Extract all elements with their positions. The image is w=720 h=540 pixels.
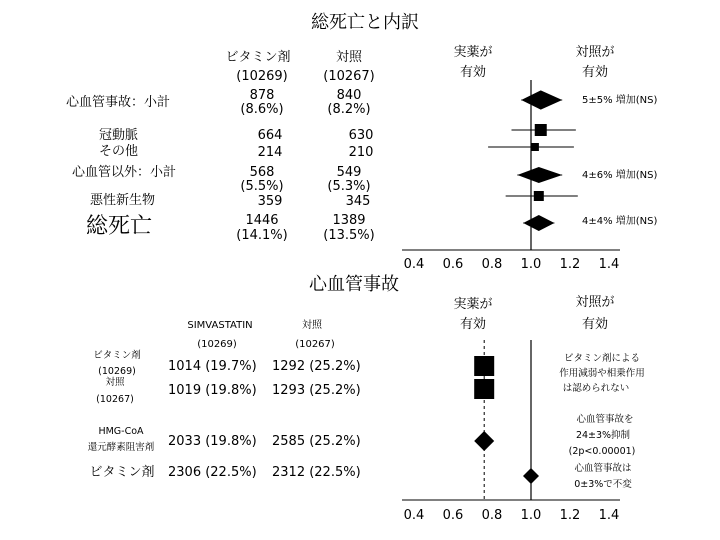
bottom-annotation: ビタミン剤による: [563, 353, 641, 364]
bottom-point-diamond: [523, 468, 539, 484]
bottom-annotation: 作用減弱や相乗作用: [559, 368, 645, 379]
top-annotation: 4±4% 増加(NS): [582, 216, 658, 227]
top-cell: (8.2%): [327, 102, 371, 117]
top-row-label: その他: [99, 144, 139, 159]
bottom-annotation: 心血管事故を: [576, 414, 634, 425]
bottom-x-tick: 1.2: [559, 508, 581, 523]
top-cell: 630: [348, 128, 374, 143]
bottom-title: 心血管事故: [309, 274, 399, 295]
top-col1-name: ビタミン剤: [225, 50, 291, 65]
top-cell: (5.5%): [240, 179, 284, 194]
top-row-label: 心血管事故：小計: [66, 95, 171, 110]
bottom-col1-n: (10269): [197, 339, 237, 350]
bottom-cell: 1293 (25.2%): [272, 383, 361, 398]
top-x-tick: 1.4: [598, 257, 620, 272]
bottom-x-tick: 0.4: [403, 508, 425, 523]
top-cell: 359: [257, 194, 283, 209]
bottom-cell: 2585 (25.2%): [272, 434, 361, 449]
top-row-label: 心血管以外：小計: [72, 165, 177, 180]
bottom-row-label: (10269): [98, 366, 136, 377]
top-point-diamond: [521, 90, 562, 109]
bottom-annotation: (2p<0.00001): [568, 446, 636, 457]
bottom-favor-left-1: 実薬が: [453, 297, 493, 312]
bottom-favor-right-2: 有効: [581, 317, 609, 332]
bottom-favor-right-1: 対照が: [575, 295, 615, 310]
top-annotation: 4±6% 増加(NS): [582, 170, 658, 181]
bottom-annotation: は認められない: [562, 383, 630, 394]
top-cell: (8.6%): [240, 102, 284, 117]
top-x-tick: 0.8: [481, 257, 503, 272]
bottom-cell: 2033 (19.8%): [168, 434, 257, 449]
top-cell: (5.3%): [327, 179, 371, 194]
bottom-x-tick: 0.6: [442, 508, 464, 523]
top-cell: 568: [249, 165, 275, 180]
top-annotation: 5±5% 増加(NS): [582, 95, 658, 106]
top-x-tick: 1.2: [559, 257, 581, 272]
bottom-cell: 1019 (19.8%): [168, 383, 257, 398]
top-col2-n: (10267): [323, 69, 375, 84]
top-cell: 1389: [332, 213, 366, 228]
top-col2-name: 対照: [335, 50, 363, 65]
top-point-diamond: [517, 167, 562, 183]
top-cell: 210: [348, 145, 374, 160]
top-point-square: [531, 143, 539, 151]
bottom-col2-n: (10267): [295, 339, 335, 350]
bottom-row-label: ビタミン剤: [89, 465, 155, 480]
bottom-favor-left-2: 有効: [459, 317, 487, 332]
bottom-x-tick: 0.8: [481, 508, 503, 523]
bottom-row-label: 還元酵素阻害剤: [87, 442, 155, 453]
top-cell: 549: [336, 165, 362, 180]
top-cell: 664: [257, 128, 283, 143]
top-title: 総死亡と内訳: [311, 12, 419, 33]
top-point-diamond: [523, 215, 554, 231]
top-cell: (14.1%): [236, 228, 288, 243]
top-x-tick: 0.6: [442, 257, 464, 272]
top-row-label: 冠動脈: [99, 128, 139, 143]
top-cell: 878: [249, 88, 275, 103]
bottom-cell: 2306 (22.5%): [168, 465, 257, 480]
bottom-cell: 1292 (25.2%): [272, 359, 361, 374]
bottom-x-tick: 1.4: [598, 508, 620, 523]
top-cell: (13.5%): [323, 228, 375, 243]
bottom-annotation: 心血管事故は: [574, 463, 632, 474]
bottom-point-square: [474, 379, 494, 399]
bottom-col2-name: 対照: [302, 320, 322, 331]
bottom-annotation: 24±3%抑制: [575, 430, 631, 441]
top-x-tick: 0.4: [403, 257, 425, 272]
bottom-col1-name: SIMVASTATIN: [187, 320, 253, 331]
bottom-row-label: (10267): [96, 394, 134, 405]
bottom-x-tick: 1.0: [520, 508, 542, 523]
top-row-label: 悪性新生物: [90, 193, 156, 208]
top-row-label: 総死亡: [86, 214, 153, 239]
bottom-row-label: 対照: [105, 377, 125, 388]
bottom-cell: 2312 (22.5%): [272, 465, 361, 480]
top-favor-left-1: 実薬が: [453, 45, 493, 60]
top-point-square: [534, 191, 544, 201]
top-favor-right-2: 有効: [581, 65, 609, 80]
top-point-square: [535, 124, 547, 136]
bottom-row-label: ビタミン剤: [93, 350, 141, 361]
bottom-cell: 1014 (19.7%): [168, 359, 257, 374]
bottom-point-square: [474, 356, 494, 376]
top-col1-n: (10269): [236, 69, 288, 84]
top-cell: 1446: [245, 213, 279, 228]
bottom-annotation: 0±3%で不変: [574, 479, 632, 490]
bottom-point-diamond: [474, 431, 494, 451]
top-favor-right-1: 対照が: [575, 45, 615, 60]
top-cell: 840: [336, 88, 362, 103]
top-favor-left-2: 有効: [459, 65, 487, 80]
top-cell: 214: [257, 145, 283, 160]
top-cell: 345: [345, 194, 371, 209]
top-x-tick: 1.0: [520, 257, 542, 272]
bottom-row-label: HMG-CoA: [98, 426, 144, 437]
